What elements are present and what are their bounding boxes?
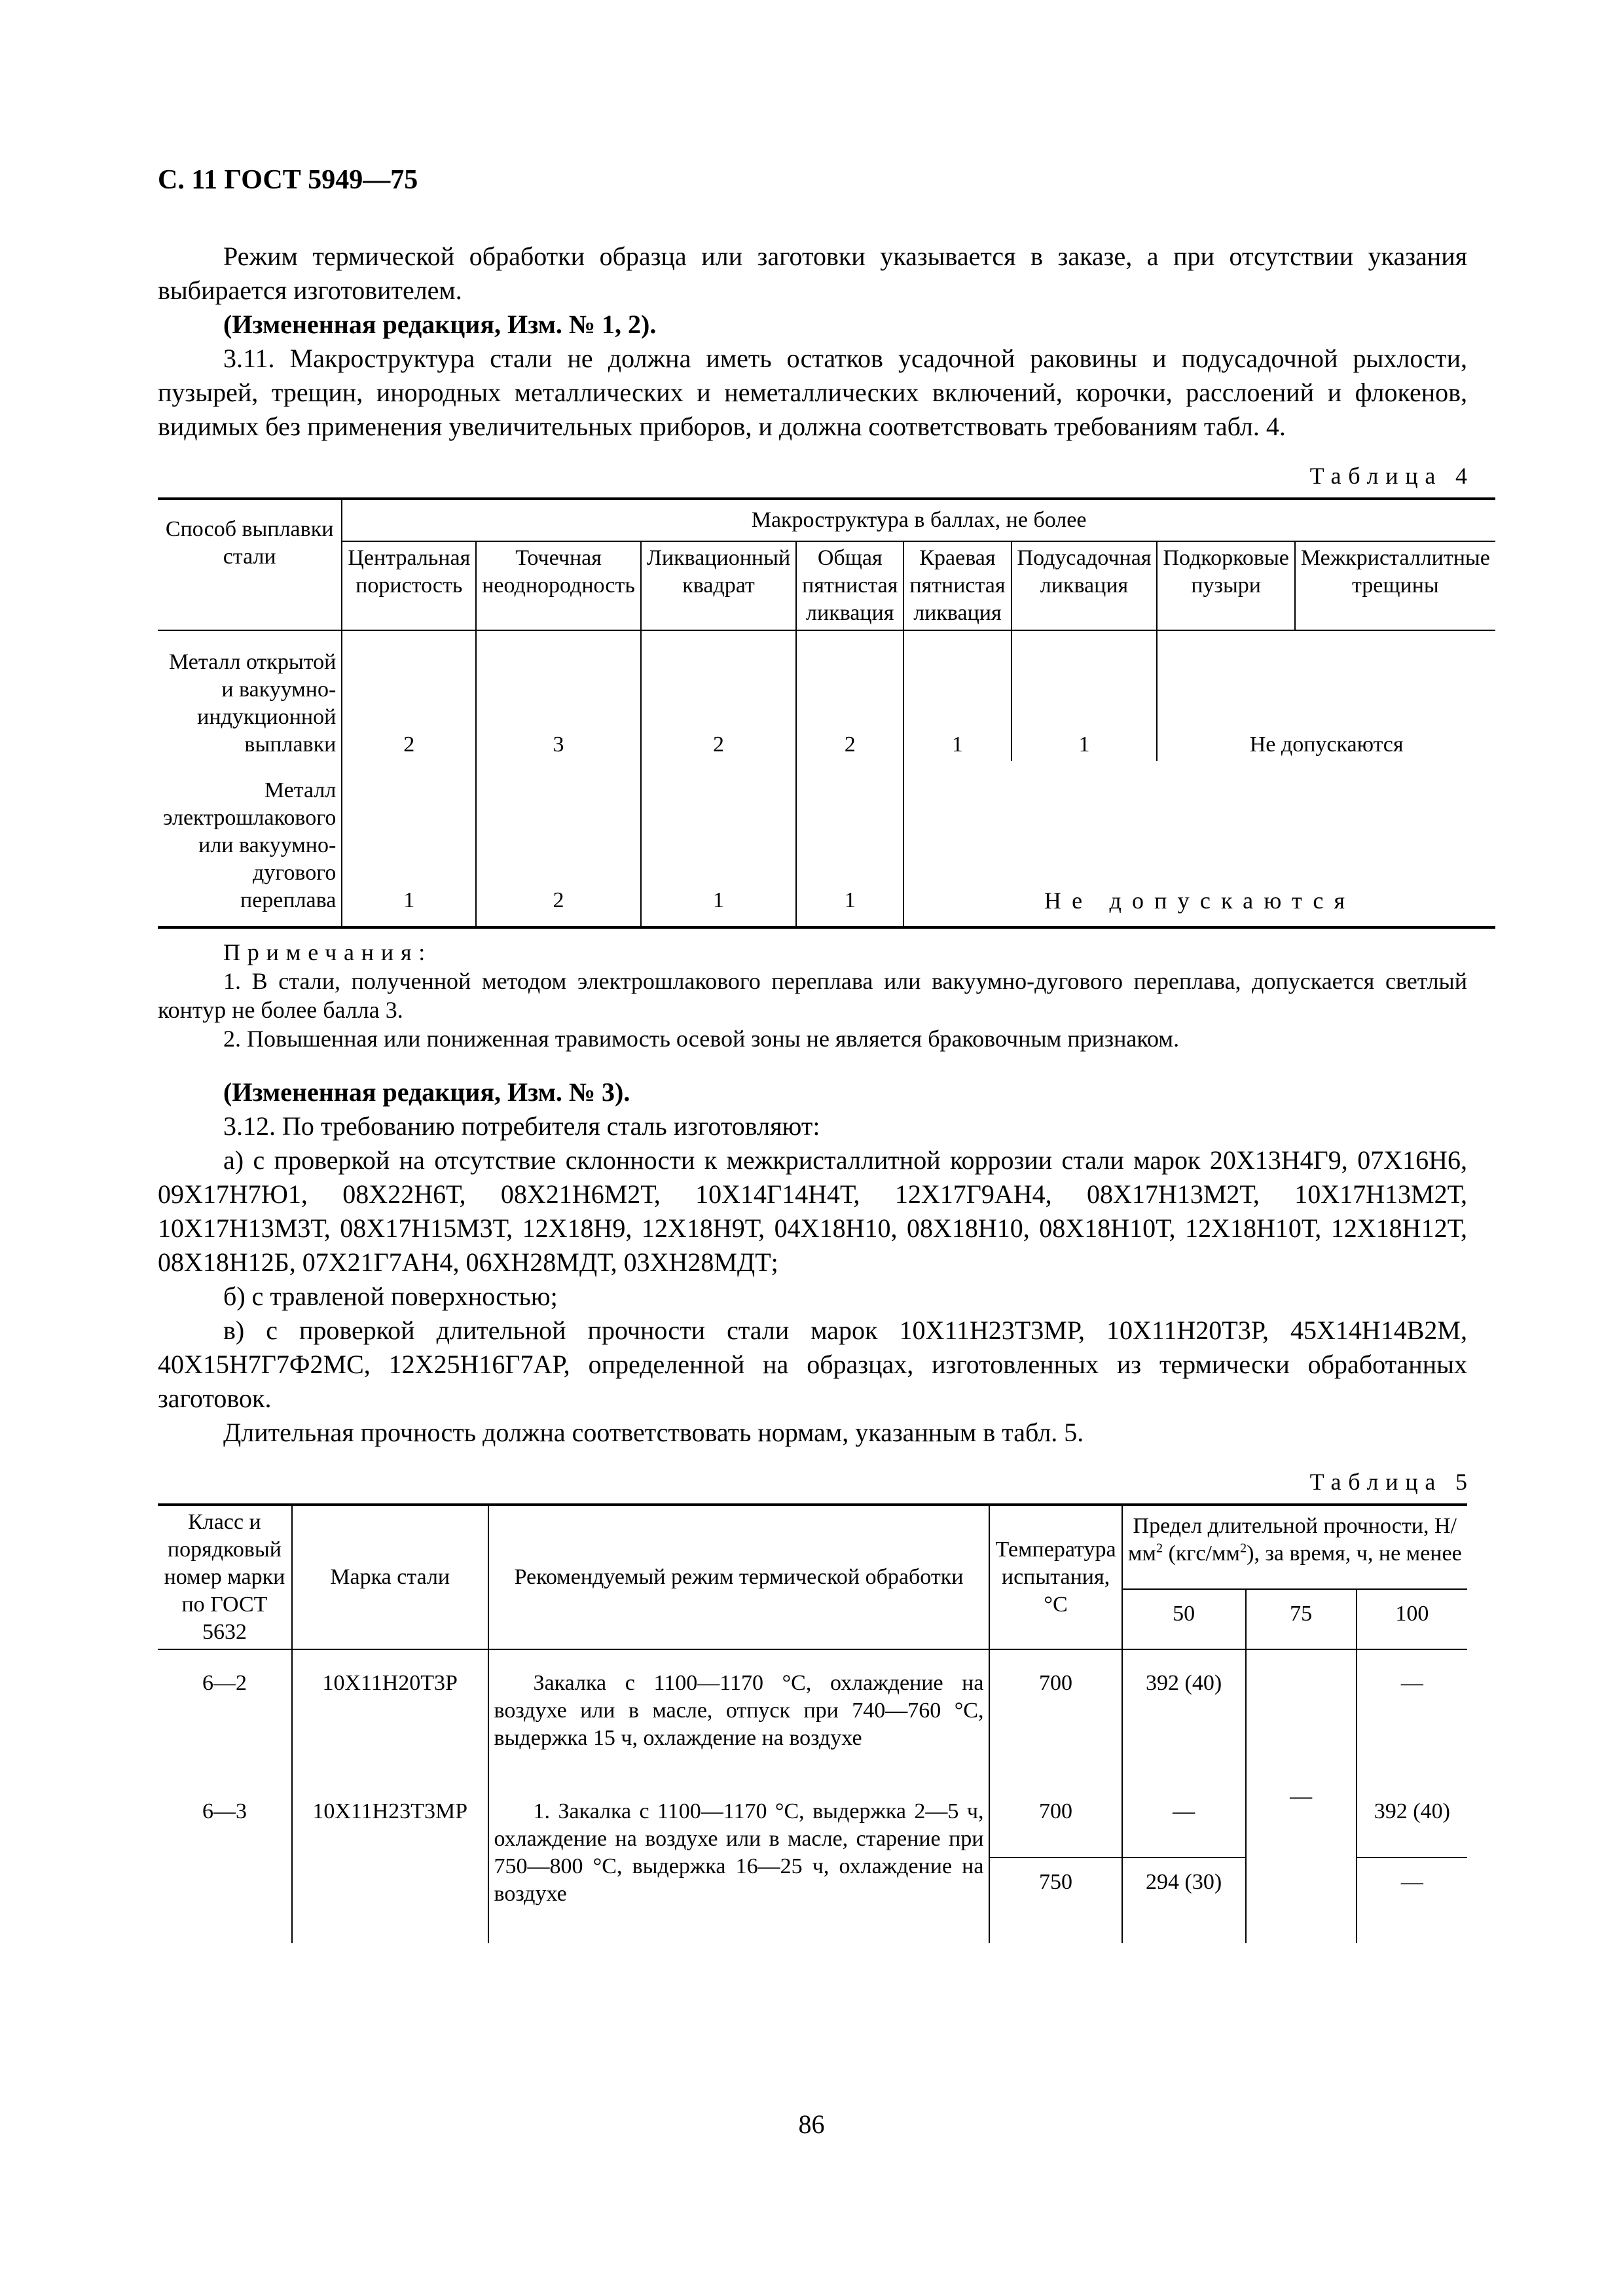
- paragraph: Длительная прочность должна соответствовать нормам, указанным в табл. 5.: [223, 1418, 1084, 1447]
- table4-value-cell: 2: [796, 630, 903, 761]
- table5-hours-header: 75: [1246, 1589, 1357, 1649]
- table4-group-header: Макроструктура в баллах, не более: [342, 499, 1495, 541]
- table5-grade-cell: 10Х11Н23Т3МР: [292, 1778, 488, 1943]
- table5-grade-cell: 10Х11Н20Т3Р: [292, 1649, 488, 1778]
- table5-hours-header: 50: [1122, 1589, 1246, 1649]
- table5-value-cell: —: [1246, 1649, 1357, 1943]
- table4-method-cell: Металл электрошлакового или вакуумно-дугового переплава: [163, 778, 337, 912]
- table4-col-header: Подусадочная ликвация: [1012, 541, 1158, 630]
- table4-value-cell: 3: [476, 630, 641, 761]
- table4-col-header: Межкристаллитные трещины: [1295, 541, 1495, 630]
- table4-value-cell: 1: [342, 761, 476, 927]
- table5-value-cell: 294 (30): [1122, 1857, 1246, 1943]
- table4-not-allowed-cell: Не допускаются: [903, 761, 1495, 927]
- note-item: 1. В стали, полученной методом электрошлакового переплава или вакуумно-дугового переплава, допускается светлый контур не более балла 3.: [158, 968, 1467, 1023]
- table5-col-header: Температура испытания, °С: [989, 1505, 1122, 1649]
- amendment-note: (Измененная редакция, Изм. № 1, 2).: [223, 310, 657, 339]
- table5-hours-header: 100: [1357, 1589, 1467, 1649]
- table5-value-cell: 392 (40): [1122, 1649, 1246, 1778]
- notes-title: Примечания:: [223, 939, 433, 965]
- table5-strength-header: Предел длительной прочности, $Н/мм^2$ $(кгс/мм^2)$, за время, ч, не менее: [1122, 1505, 1467, 1589]
- page-content: [158, 164, 1490, 1943]
- table4-value-cell: 2: [476, 761, 641, 927]
- table4-value-cell: 1: [641, 761, 796, 927]
- notes: [158, 938, 1467, 1053]
- paragraph-item-v: в) с проверкой длительной прочности стали марок 10Х11Н23Т3МР, 10Х11Н20Т3Р, 45Х14Н14В2М, 40Х15Н7Г7Ф2МС, 12Х25Н16Г7АР, определенной на образцах, изготовленных из термически обработанных заготовок.: [158, 1316, 1467, 1413]
- table-row: [158, 630, 1495, 761]
- table5-col-header: Рекомендуемый режим термической обработки: [488, 1505, 990, 1649]
- table5-col-header: Класс и порядковый номер марки по ГОСТ 5632: [158, 1505, 292, 1649]
- table5-mode-cell: 1. Закалка с 1100—1170 °С, выдержка 2—5 ч, охлаждение на воздухе или в масле, старение при 750—800 °С, выдержка 16—25 ч, охлаждение на воздухе: [488, 1778, 990, 1943]
- table4-method-cell: Металл открытой и вакуумно-индукционной выплавки: [168, 650, 337, 757]
- table4-value-cell: 1: [903, 630, 1011, 761]
- amendment-note: (Измененная редакция, Изм. № 3).: [223, 1077, 630, 1107]
- paragraph-item-a: а) с проверкой на отсутствие склонности к межкристаллитной коррозии стали марок 20Х13Н4Г9, 07Х16Н6, 09Х17Н7Ю1, 08Х22Н6Т, 08Х21Н6М2Т, 10Х14Г14Н4Т, 12Х17Г9АН4, 08Х17Н13М2Т, 10Х17Н13М2Т, 10Х17Н13М3Т, 08Х17Н15М3Т, 12Х18Н9, 12Х18Н9Т, 04Х18Н10, 08Х18Н10, 08Х18Н10Т, 12Х18Н10Т, 12Х18Н12Т, 08Х18Н12Б, 07Х21Г7АН4, 06ХН28МДТ, 03ХН28МДТ;: [158, 1145, 1467, 1277]
- table5-class-cell: 6—2: [202, 1671, 247, 1695]
- table5-temp-cell: 700: [989, 1778, 1122, 1857]
- table5-caption: Таблица 5: [1309, 1469, 1474, 1495]
- table4-method-header: Способ выплавки стали: [158, 499, 342, 630]
- table-row: [158, 761, 1495, 927]
- table4-value-cell: 1: [1012, 630, 1158, 761]
- note-item: 2. Повышенная или пониженная травимость осевой зоны не является браковочным признаком.: [223, 1026, 1180, 1052]
- table4-col-header: Точечная неоднородность: [476, 541, 641, 630]
- page-number: 86: [798, 2109, 825, 2139]
- paragraph-3-11: 3.11. Макроструктура стали не должна иметь остатков усадочной раковины и подусадочной рыхлости, пузырей, трещин, инородных металлических и неметаллических включений, корочки, расслоений и флокенов, видимых без применения увеличительных приборов, и должна соответствовать требованиям табл. 4.: [158, 344, 1467, 441]
- table4-caption: Таблица 4: [1309, 463, 1474, 489]
- table4-col-header: Общая пятнистая ликвация: [796, 541, 903, 630]
- table-row: [158, 1649, 1467, 1778]
- table4-value-cell: 2: [641, 630, 796, 761]
- table4-value-cell: 1: [796, 761, 903, 927]
- table5-value-cell: —: [1357, 1857, 1467, 1943]
- table5-mode-cell: Закалка с 1100—1170 °С, охлаждение на воздухе или в масле, отпуск при 740—760 °С, выдержка 15 ч, охлаждение на воздухе: [488, 1649, 990, 1778]
- table5-temp-cell: 750: [989, 1857, 1122, 1943]
- table5-col-header: Марка стали: [292, 1505, 488, 1649]
- table4-col-header: Краевая пятнистая ликвация: [903, 541, 1011, 630]
- table4-col-header: Подкорковые пузыри: [1157, 541, 1294, 630]
- table5-value-cell: 392 (40): [1357, 1778, 1467, 1857]
- table-5: [158, 1503, 1467, 1943]
- paragraph-3-12: 3.12. По требованию потребителя сталь изготовляют:: [223, 1111, 820, 1141]
- paragraph: Режим термической обработки образца или заготовки указывается в заказе, а при отсутствии указания выбирается изготовителем.: [158, 242, 1467, 305]
- table-4: [158, 497, 1495, 929]
- table5-value-cell: —: [1122, 1778, 1246, 1857]
- table4-value-cell: 2: [342, 630, 476, 761]
- table5-temp-cell: 700: [989, 1649, 1122, 1778]
- table4-col-header: Ликвационный квадрат: [641, 541, 796, 630]
- table5-class-cell: 6—3: [202, 1799, 247, 1823]
- page-header: С. 11 ГОСТ 5949—75: [158, 165, 418, 195]
- table4-col-header: Центральная пористость: [342, 541, 476, 630]
- table4-not-allowed-cell: Не допускаются: [1157, 630, 1495, 761]
- paragraph-item-b: б) с травленой поверхностью;: [223, 1282, 558, 1311]
- table5-value-cell: —: [1357, 1649, 1467, 1778]
